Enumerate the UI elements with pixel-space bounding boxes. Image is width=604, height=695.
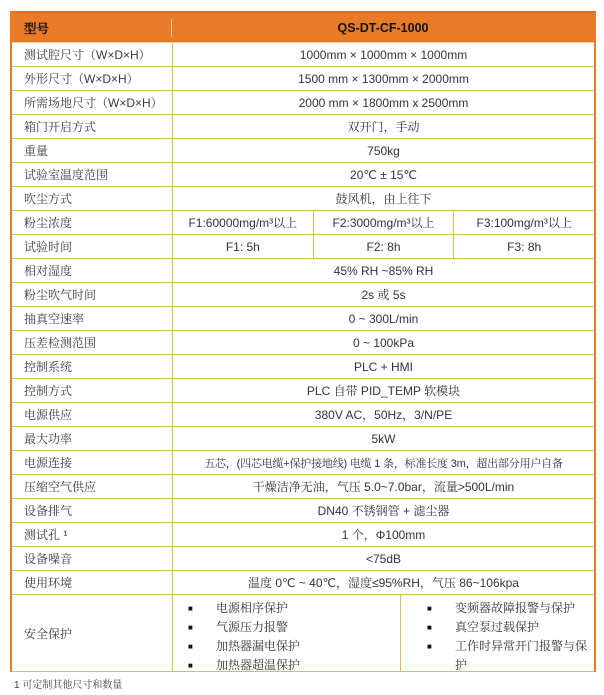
table-row bbox=[12, 307, 594, 331]
table-row bbox=[12, 163, 594, 187]
table-row bbox=[12, 43, 594, 67]
row-value: PLC 自带 PID_TEMP 软模块 bbox=[172, 379, 594, 402]
row-cell-f3: F3:100mg/m³以上 bbox=[453, 211, 594, 234]
table-row bbox=[12, 91, 594, 115]
bullet-square-icon: ■ bbox=[427, 604, 432, 613]
table-row bbox=[12, 571, 594, 595]
bullet-square-icon: ■ bbox=[188, 661, 193, 670]
row-label: 抽真空速率 bbox=[24, 312, 85, 326]
table-row bbox=[12, 115, 594, 139]
row-value: 45% RH ~85% RH bbox=[172, 259, 594, 282]
list-item bbox=[188, 637, 400, 656]
table-row bbox=[12, 283, 594, 307]
row-label: 电源连接 bbox=[24, 456, 73, 470]
table-row bbox=[12, 403, 594, 427]
list-item bbox=[427, 599, 588, 618]
row-value: <75dB bbox=[172, 547, 594, 570]
row-label: 试验室温度范围 bbox=[24, 168, 109, 182]
row-label: 设备排气 bbox=[24, 504, 73, 518]
table-row bbox=[12, 139, 594, 163]
row-cell-f2: F2:3000mg/m³以上 bbox=[313, 211, 454, 234]
row-value: 0 ~ 100kPa bbox=[172, 331, 594, 354]
table-row bbox=[12, 259, 594, 283]
bullet-square-icon: ■ bbox=[188, 623, 193, 632]
table-row bbox=[12, 499, 594, 523]
row-label: 电源供应 bbox=[24, 408, 73, 422]
row-label: 粉尘吹气时间 bbox=[24, 288, 97, 302]
safety-list-right bbox=[400, 595, 594, 671]
row-label: 控制系统 bbox=[24, 360, 73, 374]
row-label: 使用环境 bbox=[24, 576, 73, 590]
table-header-row bbox=[12, 11, 594, 43]
row-label: 相对湿度 bbox=[24, 264, 73, 278]
table-row bbox=[12, 67, 594, 91]
list-item-text: 工作时异常开门报警与保护 bbox=[455, 639, 588, 672]
list-item bbox=[427, 637, 588, 675]
row-value: 2s 或 5s bbox=[172, 283, 594, 306]
list-item bbox=[188, 599, 400, 618]
row-label: 压缩空气供应 bbox=[24, 480, 97, 494]
list-item bbox=[188, 618, 400, 637]
row-label: 吹尘方式 bbox=[24, 192, 73, 206]
row-value: 五芯，(四芯电缆+保护接地线) 电缆 1 条，标准长度 3m，超出部分用户自备 bbox=[172, 451, 594, 474]
bullet-square-icon: ■ bbox=[188, 604, 193, 613]
list-item bbox=[427, 618, 588, 637]
row-label: 外形尺寸（W×D×H） bbox=[24, 72, 139, 86]
row-value: 5kW bbox=[172, 427, 594, 450]
header-model-label: 型号 bbox=[12, 19, 172, 37]
table-row bbox=[12, 355, 594, 379]
table-row-test-hole bbox=[12, 523, 594, 547]
row-value: 双开门，手动 bbox=[172, 115, 594, 138]
list-item bbox=[188, 656, 400, 675]
table-row bbox=[12, 475, 594, 499]
bullet-square-icon: ■ bbox=[427, 623, 432, 632]
list-item-text: 电源相序保护 bbox=[216, 601, 289, 615]
row-value: 20℃ ± 15℃ bbox=[172, 163, 594, 186]
table-row-test-time bbox=[12, 235, 594, 259]
row-cell-f1: F1:60000mg/m³以上 bbox=[172, 211, 313, 234]
row-label: 粉尘浓度 bbox=[24, 216, 73, 230]
list-item-text: 气源压力报警 bbox=[216, 620, 289, 634]
row-cell-f3: F3: 8h bbox=[453, 235, 594, 258]
row-label: 控制方式 bbox=[24, 384, 73, 398]
row-label: 设备噪音 bbox=[24, 552, 73, 566]
list-item-text: 变频器故障报警与保护 bbox=[455, 601, 576, 615]
row-label: 最大功率 bbox=[24, 432, 73, 446]
row-value: 0 ~ 300L/min bbox=[172, 307, 594, 330]
table-row-power-connection bbox=[12, 451, 594, 475]
table-footnote: 1 可定制其他尺寸和数量 bbox=[14, 680, 123, 691]
row-label: 测试腔尺寸（W×D×H） bbox=[24, 48, 151, 62]
row-label: 试验时间 bbox=[24, 240, 73, 254]
row-value: 干燥洁净无油，气压 5.0~7.0bar，流量>500L/min bbox=[172, 475, 594, 498]
row-cell-f1: F1: 5h bbox=[172, 235, 313, 258]
table-row bbox=[12, 379, 594, 403]
safety-list-left bbox=[172, 595, 400, 671]
table-row-dust-concentration bbox=[12, 211, 594, 235]
table-row bbox=[12, 331, 594, 355]
row-label: 重量 bbox=[24, 144, 49, 158]
table-row bbox=[12, 187, 594, 211]
row-value: 1500 mm × 1300mm × 2000mm bbox=[172, 67, 594, 90]
list-item-text: 加热器漏电保护 bbox=[216, 639, 301, 653]
row-value: 温度 0℃ ~ 40℃，湿度≤95%RH，气压 86~106kpa bbox=[172, 571, 594, 594]
list-item-text: 加热器超温保护 bbox=[216, 658, 301, 672]
row-label: 安全保护 bbox=[24, 626, 73, 641]
row-value: 鼓风机，由上往下 bbox=[172, 187, 594, 210]
row-cell-f2: F2: 8h bbox=[313, 235, 454, 258]
row-value: 750kg bbox=[172, 139, 594, 162]
row-value: PLC + HMI bbox=[172, 355, 594, 378]
row-label: 测试孔 ¹ bbox=[24, 528, 68, 542]
row-value: 1 个，Φ100mm bbox=[172, 523, 594, 546]
row-label: 箱门开启方式 bbox=[24, 120, 97, 134]
table-row-safety-protection bbox=[12, 595, 594, 672]
row-value: 1000mm × 1000mm × 1000mm bbox=[172, 43, 594, 66]
list-item-text: 真空泵过载保护 bbox=[455, 620, 540, 634]
spec-table bbox=[10, 11, 596, 672]
row-label: 所需场地尺寸（W×D×H） bbox=[24, 96, 163, 110]
bullet-square-icon: ■ bbox=[427, 642, 432, 651]
row-label: 压差检测范围 bbox=[24, 336, 97, 350]
header-model-value: QS-DT-CF-1000 bbox=[337, 20, 429, 35]
table-row bbox=[12, 547, 594, 571]
bullet-square-icon: ■ bbox=[188, 642, 193, 651]
row-value: 380V AC，50Hz，3/N/PE bbox=[172, 403, 594, 426]
row-value: DN40 不锈钢管 + 滤尘器 bbox=[172, 499, 594, 522]
table-row bbox=[12, 427, 594, 451]
row-value: 2000 mm × 1800mm x 2500mm bbox=[172, 91, 594, 114]
